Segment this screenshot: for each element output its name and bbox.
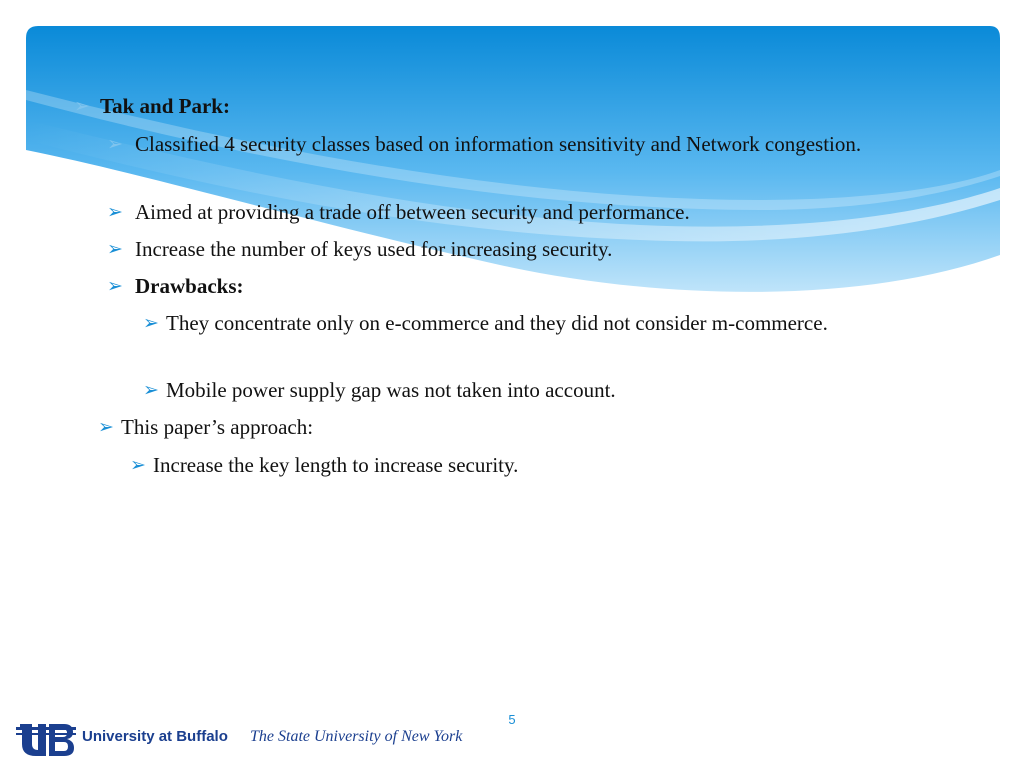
bullet-text: They concentrate only on e-commerce and they did not consider m-commerce.	[166, 311, 828, 335]
bullet-tak-and-park	[74, 91, 920, 121]
bullet-arrow-icon: ➢	[143, 312, 159, 334]
bullet-arrow-icon: ➢	[143, 379, 159, 401]
university-name: University at Buffalo	[82, 728, 228, 745]
bullet-drawbacks	[107, 271, 925, 301]
bullet-key-length	[130, 450, 913, 480]
bullet-paper-approach	[98, 412, 921, 442]
bullet-classified-classes	[107, 129, 925, 159]
bullet-arrow-icon: ➢	[107, 201, 123, 223]
bullet-arrow-icon: ➢	[107, 133, 123, 155]
bullet-text: Tak and Park:	[100, 94, 230, 118]
page-number: 5	[508, 712, 516, 727]
ub-monogram-icon	[16, 720, 76, 760]
bullet-text: This paper’s approach:	[121, 415, 314, 439]
bullet-text: Aimed at providing a trade off between security and performance.	[135, 200, 690, 224]
university-logo	[16, 720, 486, 760]
bullet-text: Mobile power supply gap was not taken into account.	[166, 378, 616, 402]
bullet-text: Drawbacks:	[135, 274, 244, 298]
bullet-text: Classified 4 security classes based on information sensitivity and Network congestion.	[135, 132, 862, 156]
bullet-text: Increase the key length to increase security.	[153, 453, 519, 477]
university-tagline: The State University of New York	[250, 728, 463, 745]
bullet-arrow-icon: ➢	[107, 238, 123, 260]
bullet-text: Increase the number of keys used for increasing security.	[135, 237, 613, 261]
bullet-arrow-icon: ➢	[107, 275, 123, 297]
bullet-arrow-icon: ➢	[130, 454, 146, 476]
bullet-arrow-icon: ➢	[98, 416, 114, 438]
bullet-power-supply	[143, 375, 886, 405]
bullet-number-of-keys	[107, 234, 925, 264]
bullet-trade-off	[107, 197, 925, 227]
bullet-arrow-icon: ➢	[74, 95, 90, 117]
bullet-e-commerce	[143, 308, 886, 338]
